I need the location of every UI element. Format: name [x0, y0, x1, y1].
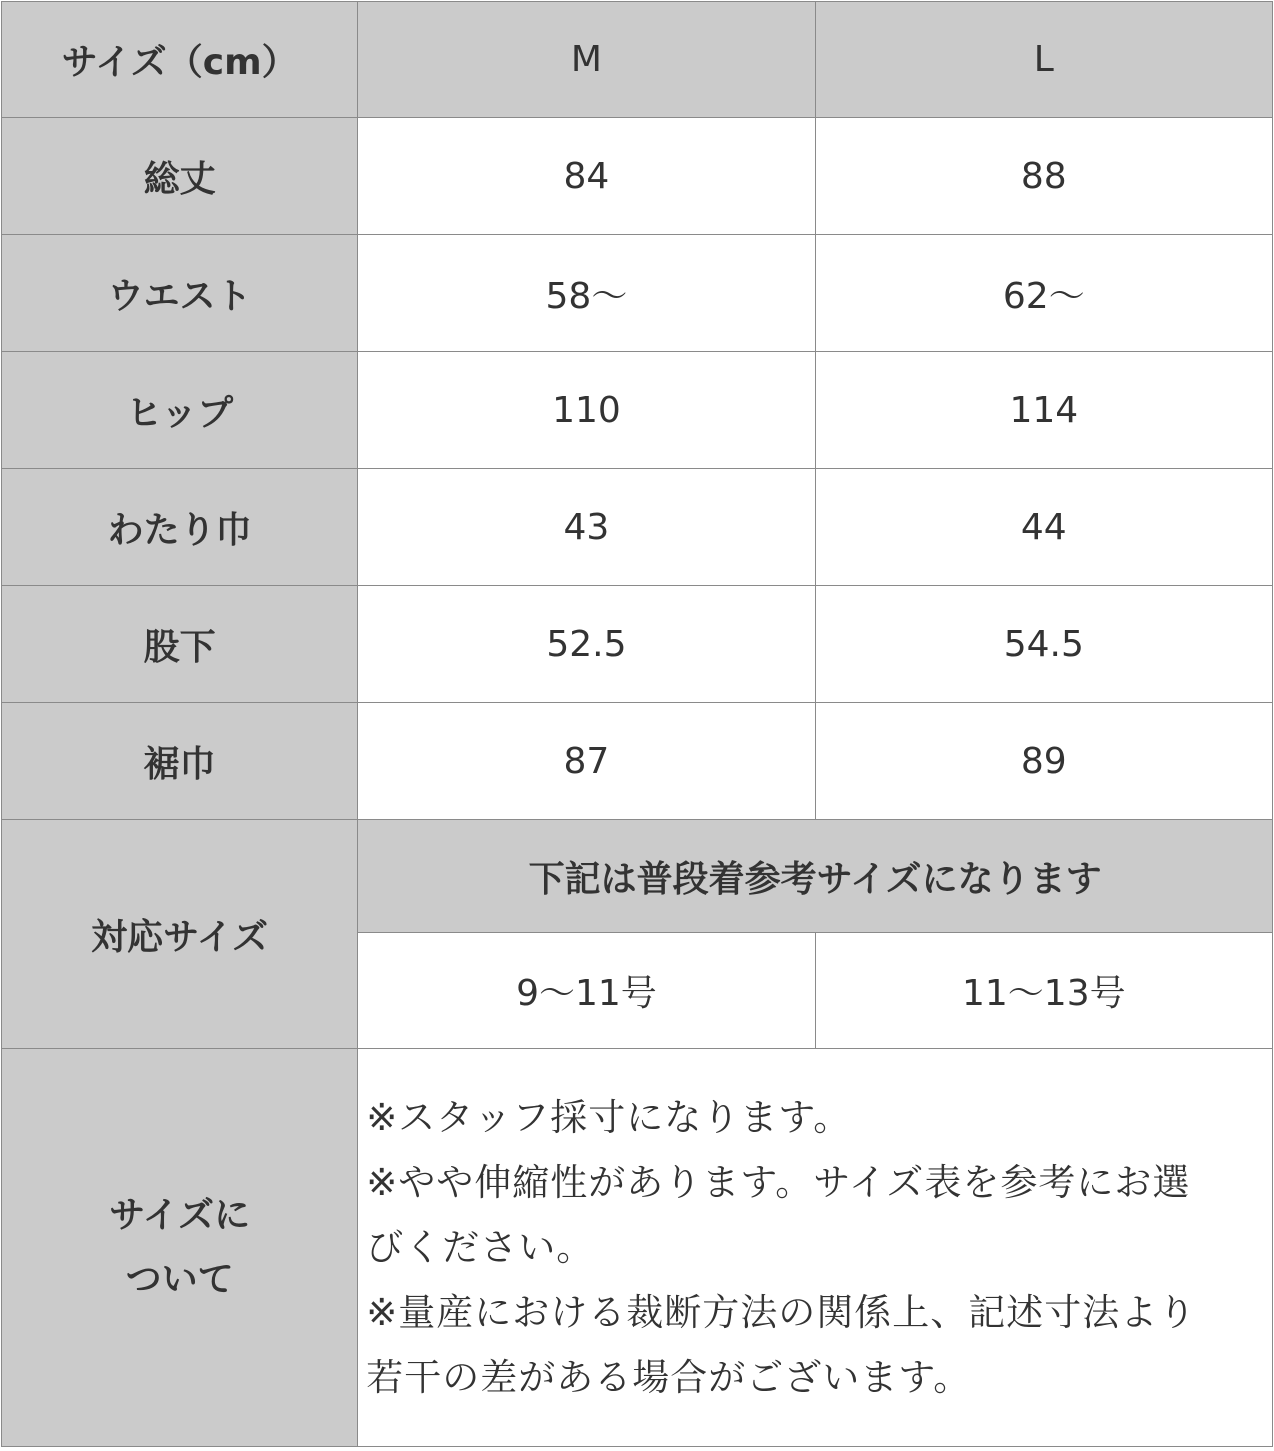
- size-notes: [358, 1049, 1273, 1447]
- table-row: [2, 118, 1273, 235]
- fit-size-row: [2, 820, 1273, 933]
- value-l: 88: [815, 118, 1272, 235]
- column-header-l: L: [815, 2, 1272, 118]
- header-row: [2, 2, 1273, 118]
- table-row: [2, 469, 1273, 586]
- note-line: ※やや伸縮性があります。サイズ表を参考にお選: [366, 1161, 1191, 1204]
- note-line: びください。: [366, 1226, 595, 1269]
- row-label-fit-size: 対応サイズ: [2, 820, 358, 1049]
- value-l: 62～: [815, 235, 1272, 352]
- size-chart-table: [1, 1, 1273, 1447]
- row-label-thigh-width: わたり巾: [2, 469, 358, 586]
- row-label-hem-width: 裾巾: [2, 703, 358, 820]
- value-l: 114: [815, 352, 1272, 469]
- about-size-label-line2: ついて: [125, 1258, 234, 1300]
- row-label-hip: ヒップ: [2, 352, 358, 469]
- column-header-m: M: [358, 2, 815, 118]
- row-label-about-size: [2, 1049, 358, 1447]
- value-m: 52.5: [358, 586, 815, 703]
- table-row: [2, 352, 1273, 469]
- note-line: ※量産における裁断方法の関係上、記述寸法より: [366, 1291, 1197, 1334]
- value-l: 54.5: [815, 586, 1272, 703]
- table-row: [2, 586, 1273, 703]
- about-size-label-line1: サイズに: [109, 1194, 251, 1236]
- value-m: 58～: [358, 235, 815, 352]
- row-label-inseam: 股下: [2, 586, 358, 703]
- table-row: [2, 235, 1273, 352]
- note-line: ※スタッフ採寸になります。: [366, 1096, 852, 1139]
- value-l: 89: [815, 703, 1272, 820]
- fit-size-note: 下記は普段着参考サイズになります: [358, 820, 1273, 933]
- value-m: 84: [358, 118, 815, 235]
- value-m: 87: [358, 703, 815, 820]
- value-l: 44: [815, 469, 1272, 586]
- value-m: 43: [358, 469, 815, 586]
- row-label-waist: ウエスト: [2, 235, 358, 352]
- fit-size-l: 11～13号: [815, 933, 1272, 1049]
- value-m: 110: [358, 352, 815, 469]
- note-line: 若干の差がある場合がございます。: [366, 1356, 972, 1399]
- about-size-row: [2, 1049, 1273, 1447]
- size-unit-header: サイズ（cm）: [2, 2, 358, 118]
- row-label-total-length: 総丈: [2, 118, 358, 235]
- fit-size-m: 9～11号: [358, 933, 815, 1049]
- table-row: [2, 703, 1273, 820]
